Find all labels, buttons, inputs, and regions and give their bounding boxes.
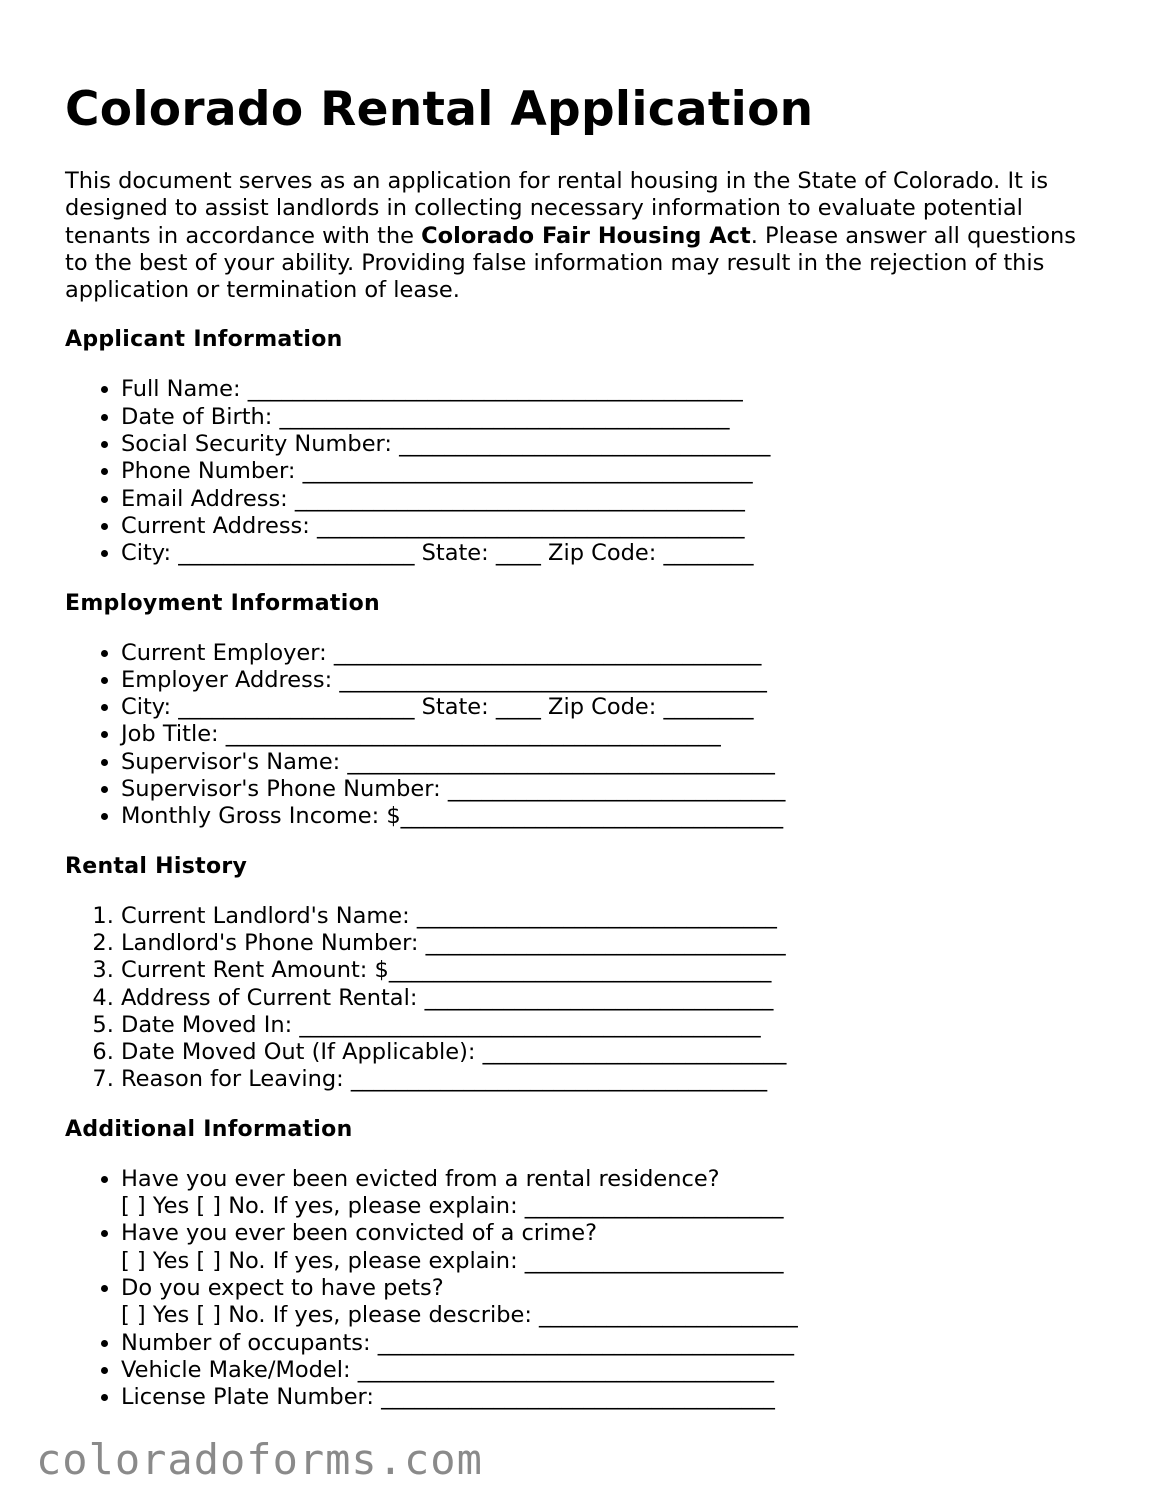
list-item: 4. Address of Current Rental: _______________________________: [121, 985, 1095, 1012]
watermark-text: coloradoforms.com: [36, 1435, 483, 1484]
intro-bold-act: Colorado Fair Housing Act: [421, 222, 751, 249]
question-pets: [121, 1275, 1095, 1330]
additional-heading: Additional Information: [65, 1116, 353, 1142]
applicant-heading: Applicant Information: [65, 327, 343, 353]
list-item: • City: _____________________ State: ____ Zip Code: ________: [121, 540, 1095, 567]
page-title: Colorado Rental Application: [65, 82, 814, 137]
list-item: • Job Title: ____________________________________________: [121, 721, 1095, 748]
list-item: • Supervisor's Phone Number: ______________________________: [121, 776, 1095, 803]
list-item: 7. Reason for Leaving: _____________________________________: [121, 1066, 1095, 1093]
list-item: • Monthly Gross Income: $__________________________________: [121, 803, 1095, 830]
rental-history-heading: Rental History: [65, 853, 248, 879]
answer-options: [ ] Yes [ ] No. If yes, please explain: _______________________: [121, 1247, 784, 1274]
question-evicted: [121, 1166, 1095, 1221]
list-item: 2. Landlord's Phone Number: ________________________________: [121, 930, 1095, 957]
list-item: • City: _____________________ State: ____ Zip Code: ________: [121, 694, 1095, 721]
list-item: • Supervisor's Name: ______________________________________: [121, 749, 1095, 776]
list-item: 1. Current Landlord's Name: ________________________________: [121, 903, 1095, 930]
employment-list: [65, 640, 1095, 831]
question-text: • Do you expect to have pets?: [121, 1274, 444, 1301]
list-item: • Current Employer: ______________________________________: [121, 640, 1095, 667]
rental-history-list: [65, 903, 1095, 1094]
list-item: • Employer Address: ______________________________________: [121, 667, 1095, 694]
answer-options: [ ] Yes [ ] No. If yes, please explain: _______________________: [121, 1193, 784, 1220]
question-text: • Have you ever been evicted from a rental residence?: [121, 1165, 720, 1192]
question-convicted: [121, 1220, 1095, 1275]
list-item: • Phone Number: ________________________________________: [121, 458, 1095, 485]
intro-paragraph: [65, 168, 1095, 304]
employment-heading: Employment Information: [65, 590, 380, 616]
list-item: • Social Security Number: _________________________________: [121, 431, 1095, 458]
list-item: • Email Address: ________________________________________: [121, 486, 1095, 513]
applicant-list: [65, 376, 1095, 567]
list-item: 3. Current Rent Amount: $__________________________________: [121, 957, 1095, 984]
list-item: • Current Address: ______________________________________: [121, 513, 1095, 540]
answer-options: [ ] Yes [ ] No. If yes, please describe: _______________________: [121, 1302, 798, 1329]
additional-list: [65, 1166, 1095, 1412]
list-item: • Vehicle Make/Model: _____________________________________: [121, 1357, 1095, 1384]
list-item: • Full Name: ____________________________________________: [121, 376, 1095, 403]
document-page: [65, 80, 1095, 1433]
list-item: • Number of occupants: _____________________________________: [121, 1330, 1095, 1357]
list-item: • Date of Birth: ________________________________________: [121, 404, 1095, 431]
question-text: • Have you ever been convicted of a crime?: [121, 1220, 598, 1247]
list-item: 6. Date Moved Out (If Applicable): ___________________________: [121, 1039, 1095, 1066]
intro-text-start: This document serves as an application for rental housing in the State of Colorado. It is designed to assist landlords in collecting necessary information to evaluate potential tenants in accordance with the: [65, 168, 1049, 249]
list-item: 5. Date Moved In: _________________________________________: [121, 1012, 1095, 1039]
list-item: • License Plate Number: ___________________________________: [121, 1384, 1095, 1411]
intro-text-end: . Please answer all questions to the best of your ability. Providing false information may result in the rejection of this application or termination of lease.: [65, 222, 1076, 304]
